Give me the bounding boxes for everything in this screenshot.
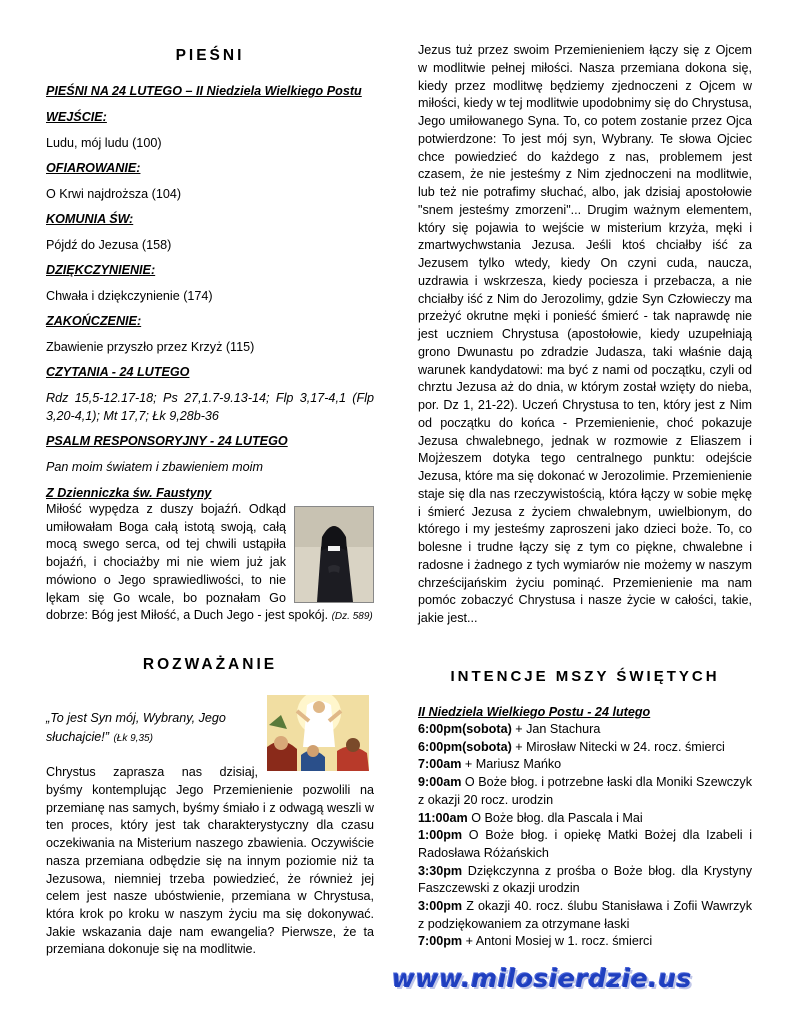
intencje-heading: INTENCJE MSZY ŚWIĘTYCH xyxy=(450,668,720,685)
mass-intention: + Antoni Mosiej w 1. rocz. śmierci xyxy=(462,934,653,949)
quote-ref: (Łk 9,35) xyxy=(113,732,153,744)
zakonczenie-value: Zbawienie przyszło przez Krzyż (115) xyxy=(46,340,255,354)
faustyna-line: umiłowałam Boga całą istotą swoją, całą xyxy=(46,519,286,534)
piesni-subtitle: PIEŚNI NA 24 LUTEGO – II Niedziela Wielkiego Postu xyxy=(46,84,362,98)
faustyna-line: Miłość wypędza z duszy bojaźń. Odkąd xyxy=(46,502,286,516)
mass-intention: + Mirosław Nitecki w 24. rocz. śmierci xyxy=(511,739,725,754)
mass-intention: + Mariusz Mańko xyxy=(461,757,562,772)
mass-intention: + Jan Stachura xyxy=(511,722,601,736)
faustyna-text xyxy=(46,501,286,607)
mass-item xyxy=(418,774,752,809)
mass-item xyxy=(418,933,752,951)
mass-list xyxy=(418,721,752,951)
faustyna-line: bojaźń, i chociażby mi nie wiem już jak xyxy=(46,555,286,570)
faustyna-line: mówiono o Jego sprawiedliwości, to nie xyxy=(46,572,286,587)
mass-intention: O Boże błog. dla Pascala i Mai xyxy=(467,810,643,825)
mass-time: 11:00am xyxy=(418,810,468,825)
wejscie-value: Ludu, mój ludu (100) xyxy=(46,136,162,150)
faustyna-portrait xyxy=(294,506,374,603)
rozwazanie-heading: ROZWAŻANIE xyxy=(142,656,278,673)
zakonczenie-label: ZAKOŃCZENIE: xyxy=(46,314,142,328)
faustyna-line: lękam się Go wcale, bo poznałam Go xyxy=(46,590,286,605)
faustyna-heading: Z Dzienniczka św. Faustyny xyxy=(46,486,212,500)
faustyna-ref: (Dz. 589) xyxy=(331,611,373,622)
psalm-value: Pan moim światem i zbawieniem moim xyxy=(46,460,263,474)
mass-item xyxy=(418,756,752,774)
mass-item xyxy=(418,898,752,933)
quote-text: „To jest Syn mój, Wybrany, Jego słuchajcie!” xyxy=(46,711,226,744)
mass-item xyxy=(418,827,752,862)
faustyna-last-text: dobrze: Bóg jest Miłość, a Duch Jego - jest spokój. xyxy=(46,608,329,622)
mass-intention: O Boże błog. i potrzebne łaski dla Moniki Szewczyk z okazji 20 rocz. urodzin xyxy=(418,775,752,807)
mass-time: 7:00am xyxy=(418,757,462,772)
dziekczynienie-label: DZIĘKCZYNIENIE: xyxy=(46,263,156,277)
mass-intention: Z okazji 40. rocz. ślubu Stanisława i Zofii Wawrzyk z podziękowaniem za otrzymane łaski xyxy=(418,899,752,931)
mass-time: 9:00am xyxy=(418,775,462,790)
mass-time: 3:30pm xyxy=(418,863,463,878)
transfiguration-image xyxy=(267,695,369,771)
ofiarowanie-value: O Krwi najdroższa (104) xyxy=(46,187,182,201)
ofiarowanie-label: OFIAROWANIE: xyxy=(46,161,141,175)
faustyna-portrait-image xyxy=(295,507,373,602)
komunia-value: Pójdź do Jezusa (158) xyxy=(46,238,172,252)
wejscie-label: WEJŚCIE: xyxy=(46,110,107,124)
mass-time: 1:00pm xyxy=(418,828,463,843)
czytania-label: CZYTANIA - 24 LUTEGO xyxy=(46,365,190,379)
rozwazanie-text: byśmy kontemplując Jego Przemienienie pozwolili na przemianę nas samych, byśmy śmiało i z odwagą weszli w ten proces, który jest tak charakterystyczny dla czasu oczekiwania na Misterium naszego zbawienia. Oczywiście nasza przemiana odbędzie się na innym poziomie niż ta Jezusowa, niemniej trzeba powiedzieć, że również jej celem jest nasze ubóstwienie, przemiana w Chrystusa, która krok po kroku w naszym życiu ma się dokonywać. Jakie wskazania daje nam ewangelia? Pierwsze, że ta przemiana dokonuje się na modlitwie. xyxy=(46,783,374,957)
mass-intention: O Boże błog. i opiekę Matki Bożej dla Izabeli i Radosława Różańskich xyxy=(418,828,752,860)
transfiguration-image-art xyxy=(267,695,369,771)
website-url-link[interactable]: www.milosierdzie.us xyxy=(392,964,692,993)
czytania-value: Rdz 15,5-12.17-18; Ps 27,1.7-9.13-14; Flp 3,17-4,1 (Flp 3,20-4,1); Mt 17,7; Łk 9,28b-36 xyxy=(46,391,374,423)
mass-item xyxy=(418,863,752,898)
mass-item xyxy=(418,739,752,757)
faustyna-last xyxy=(46,607,374,626)
mass-time: 7:00pm xyxy=(418,934,463,949)
mass-item xyxy=(418,721,752,739)
mass-time: 3:00pm xyxy=(418,899,463,914)
intencje-subtitle: II Niedziela Wielkiego Postu - 24 lutego xyxy=(418,705,651,719)
rozwazanie-continuation: Jezus tuż przez swoim Przemienieniem łączy się z Ojcem w modlitwie pełnej miłości. Nasza przemiana dokona się, kiedy przez modlitwę będziemy zjednoczeni z Ojcem w miłości, kiedy w tej modlitwie upodobnimy się do Chrystusa, Jego umiłowanego Syna. To, co potem zostanie przez Ojca potwierdzone: To jest mój syn, Wybrany. Te słowa Ojciec chce powiedzieć do każdego z nas, problemem jest czasem, że nie jesteśmy z Nim zjednoczeni na modlitwie, lub też nie potrafimy słuchać, albo, jak dzisiaj apostołowie "snem jesteśmy zmorzeni"... Drugim ważnym elementem, który się pojawia to wejście w misterium krzyża, męki i zmartwychwstania Jezusa. Jeśli ktoś chciałby iść za Jezusem tylko wtedy, kiedy On czyni cuda, naucza, uzdrawia i wskrzesza, kiedy pociesza i przebacza, a nie chciałby iść z Nim do Jerozolimy, gdzie Syn Człowieczy ma przeżyć okrutne męki i ponieść śmierć - tak naprawdę nie jest uczniem Chrystusa (apostołowie, kiedy uzupełniają grono Dwunastu po zdradzie Judasza, taki właśnie dają warunek kandydatowi: ma być z nami od początku, czyli od chrztu Jezusa aż do dnia, w którym został wzięty do nieba, por. Dz 1, 21-22). Uczeń Chrystusa to ten, który jest z Nim od początku do końca - Przemienienie, choć pokazuje Jezusa chwalebnego, jednak w rozmowie z Eliaszem i Mojżeszem dotyka tego centralnego punktu: odejście Jezusa, które ma się dokonać w Jerozolimie. Przemienienie staje się dla nas rzeczywistością, która łączy w sobie mękę i śmierć Jezusa z życiem chwalebnym, uwielbionym, do którego i my jesteśmy zaproszeni jako dzieci boże. To, co bolesne i trudne łączy się z tym co piękne, chwalebne i radosne i żadnego z tych wymiarów nie możemy w naszym chrześcijańskim życiu pominąć. Przemienienie ma nam pomóc zobaczyć Chrystusa i nasze życie w całości, takie, jakie jest... xyxy=(418,43,752,625)
rozwazanie-first: Chrystus zaprasza nas dzisiaj, xyxy=(46,765,258,779)
piesni-heading: PIEŚNI xyxy=(175,47,245,64)
mass-time: 6:00pm(sobota) xyxy=(418,722,512,736)
mass-item xyxy=(418,810,752,828)
mass-intention: Dziękczynna z prośba o Boże błog. dla Krystyny Faszczewski z okazji urodzin xyxy=(418,863,752,896)
dziekczynienie-value: Chwała i dziękczynienie (174) xyxy=(46,289,213,303)
faustyna-line: mocą swego serca, od tej chwili ustąpiła xyxy=(46,537,286,552)
komunia-label: KOMUNIA ŚW: xyxy=(46,212,134,226)
quote xyxy=(46,709,258,747)
mass-time: 6:00pm(sobota) xyxy=(418,739,512,754)
psalm-label: PSALM RESPONSORYJNY - 24 LUTEGO xyxy=(46,434,288,448)
